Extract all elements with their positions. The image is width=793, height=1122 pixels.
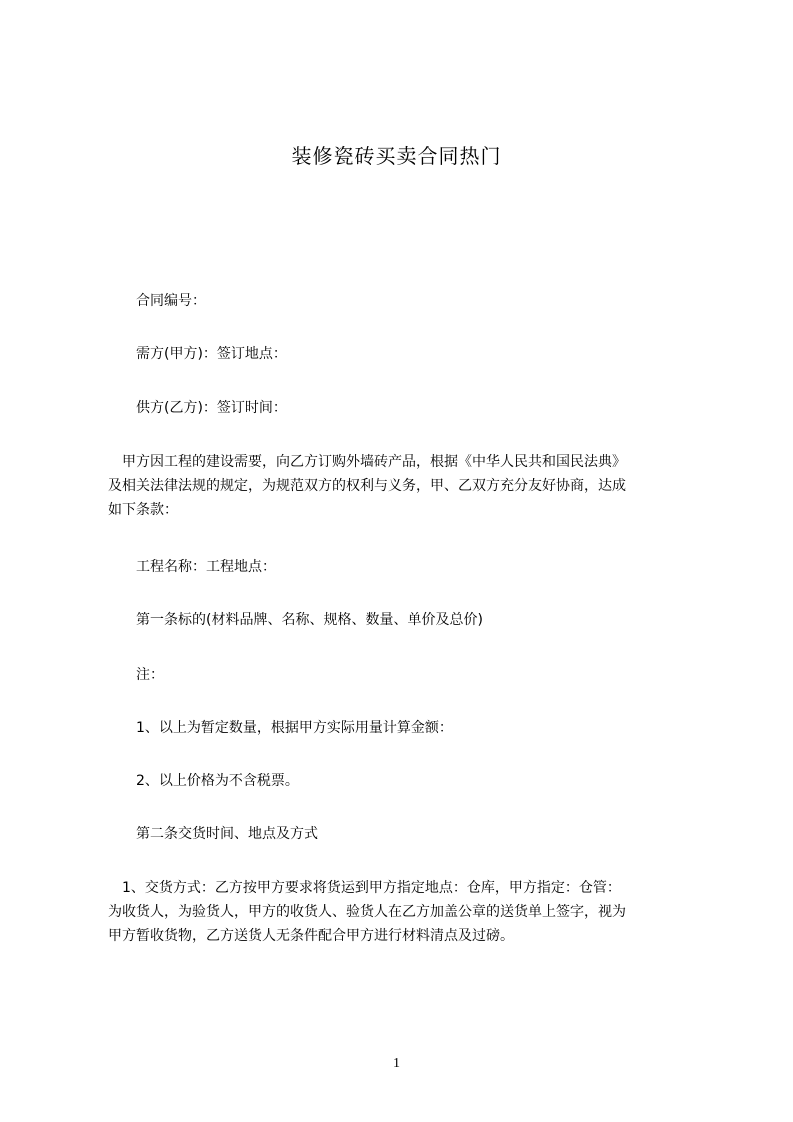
- page-number: 1: [393, 1056, 400, 1071]
- note-heading: 注：: [136, 667, 164, 683]
- contract-number-line: 合同编号：: [136, 293, 206, 309]
- preamble-paragraph: [108, 450, 718, 522]
- delivery-line-3: 甲方暂收货物，乙方送货人无条件配合甲方进行材料清点及过磅。: [108, 928, 514, 944]
- preamble-line-1: 甲方因工程的建设需要，向乙方订购外墙砖产品，根据《中华人民共和国民法典》: [108, 454, 626, 470]
- delivery-line-1: 1、交货方式：乙方按甲方要求将货运到甲方指定地点：仓库，甲方指定：仓管：: [108, 880, 621, 896]
- article-1-heading: 第一条标的(材料品牌、名称、规格、数量、单价及总价): [136, 612, 483, 628]
- preamble-line-2: 及相关法律法规的规定，为规范双方的权利与义务，甲、乙双方充分友好协商，达成: [108, 478, 626, 494]
- delivery-line-2: 为收货人，为验货人，甲方的收货人、验货人在乙方加盖公章的送货单上签字，视为: [108, 904, 626, 920]
- note-item-2: 2、以上价格为不含税票。: [136, 773, 299, 789]
- buyer-line: 需方(甲方)：签订地点：: [136, 346, 287, 362]
- note-item-1: 1、以上为暂定数量，根据甲方实际用量计算金额：: [136, 720, 453, 736]
- document-title: 装修瓷砖买卖合同热门: [291, 144, 502, 168]
- article-2-heading: 第二条交货时间、地点及方式: [136, 826, 318, 842]
- delivery-paragraph: [108, 876, 718, 948]
- seller-line: 供方(乙方)：签订时间：: [136, 400, 287, 416]
- preamble-line-3: 如下条款：: [108, 502, 178, 518]
- project-line: 工程名称：工程地点：: [136, 559, 276, 575]
